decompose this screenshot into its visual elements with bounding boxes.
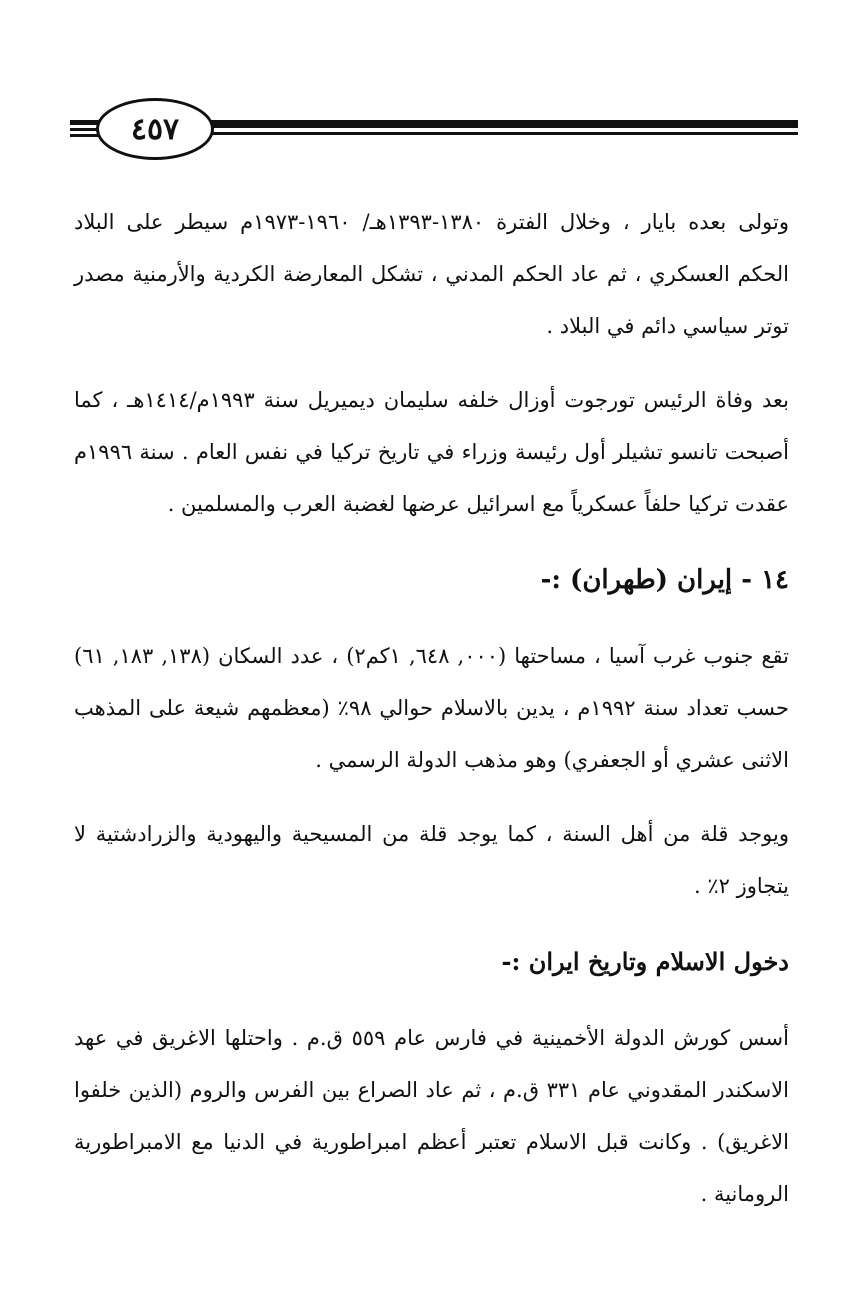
header-rule-thin xyxy=(130,132,798,135)
paragraph-turkey-military: وتولى بعده بايار ، وخلال الفترة ١٣٨٠-١٣٩٣هـ/ ١٩٦٠-١٩٧٣م سيطر على البلاد الحكم العسكري ، ثم عاد الحكم المدني ، تشكل المعارضة الكردية والأرمنية مصدر توتر سياسي دائم في البلاد . xyxy=(74,210,789,338)
page-number-badge xyxy=(96,98,214,160)
page-number: ٤٥٧ xyxy=(130,111,180,147)
paragraph-turkey-leaders: بعد وفاة الرئيس تورجوت أوزال خلفه سليمان ديميريل سنة ١٩٩٣م/١٤١٤هـ ، كما أصبحت تانسو تشيلر أول رئيسة وزراء في تاريخ تركيا في نفس العام . سنة ١٩٩٦م عقدت تركيا حلفاً عسكرياً مع اسرائيل عرضها لغضبة العرب والمسلمين . xyxy=(74,388,789,516)
header-rule-thick xyxy=(130,120,798,128)
paragraph-iran-history: أسس كورش الدولة الأخمينية في فارس عام ٥٥٩ ق.م . واحتلها الاغريق في عهد الاسكندر المقدوني عام ٣٣١ ق.م ، ثم عاد الصراع بين الفرس والروم (الذين خلفوا الاغريق) . وكانت قبل الاسلام تعتبر أعظم امبراطورية في الدنيا مع الامبراطورية الرومانية . xyxy=(74,1026,789,1206)
page-body xyxy=(74,196,789,1242)
paragraph-iran-geography: تقع جنوب غرب آسيا ، مساحتها (٠٠٠, ٦٤٨, ١كم٢) ، عدد السكان (١٣٨, ١٨٣, ٦١) حسب تعداد سنة ١٩٩٢م ، يدين بالاسلام حوالي ٩٨٪ (معظمهم شيعة على المذهب الاثنى عشري أو الجعفري) وهو مذهب الدولة الرسمي . xyxy=(74,644,790,772)
heading-iran: ١٤ - إيران (طهران) :- xyxy=(540,565,789,595)
paragraph-iran-minorities: ويوجد قلة من أهل السنة ، كما يوجد قلة من المسيحية واليهودية والزرادشتية لا يتجاوز ٢٪ . xyxy=(74,822,789,898)
heading-islam-history: دخول الاسلام وتاريخ ايران :- xyxy=(501,947,789,976)
page-header xyxy=(70,98,798,168)
